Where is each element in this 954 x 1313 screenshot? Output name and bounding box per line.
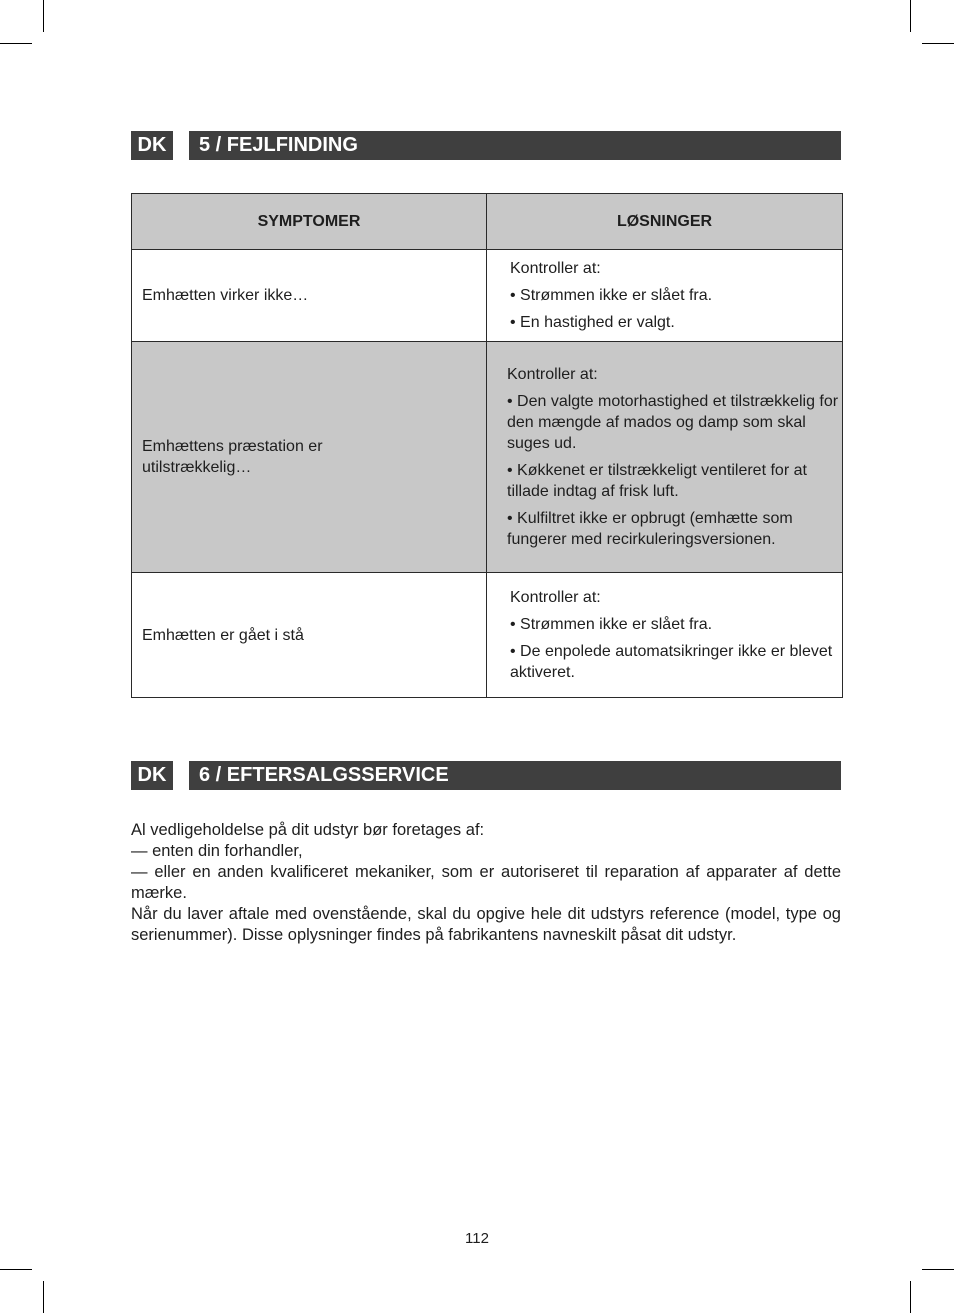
crop-mark	[910, 0, 911, 32]
solution-cell	[487, 342, 843, 573]
language-badge: DK	[131, 761, 173, 790]
section-title: 5 / FEJLFINDING	[189, 131, 841, 160]
solution-cell	[487, 573, 843, 698]
page-number: 112	[465, 1230, 489, 1247]
symptom-text: Emhættens præstation er utilstrækkelig…	[142, 438, 323, 476]
symptom-cell: Emhætten virker ikke…	[132, 250, 487, 342]
paragraph: Når du laver aftale med ovenstående, skal du opgive hele dit udstyrs reference (model, type og serienummer). Disse oplysninger findes på fabrikantens navneskilt påsat dit udstyr.	[131, 905, 841, 944]
language-badge: DK	[131, 131, 173, 160]
paragraph: Al vedligeholdelse på dit udstyr bør foretages af:	[131, 821, 485, 839]
column-header-solutions: LØSNINGER	[487, 194, 843, 250]
table-row	[132, 250, 843, 342]
solution-line: Kontroller at:	[510, 589, 601, 606]
crop-mark	[922, 43, 954, 44]
service-section-header	[131, 761, 841, 790]
crop-mark	[43, 1281, 44, 1313]
solution-line: • Strømmen ikke er slået fra.	[510, 616, 713, 633]
solution-line: • Køkkenet er tilstrækkeligt ventileret for at tillade indtag af frisk luft.	[507, 462, 807, 500]
solution-line: Kontroller at:	[510, 260, 601, 277]
troubleshooting-section-header	[131, 131, 841, 160]
list-item: — eller en anden kvalificeret mekaniker, som er autoriseret til reparation af apparater af dette mærke.	[131, 863, 841, 902]
column-header-symptoms: SYMPTOMER	[132, 194, 487, 250]
list-item: — enten din forhandler,	[131, 842, 303, 860]
troubleshooting-table	[131, 193, 843, 698]
solution-line: • De enpolede automatsikringer ikke er blevet aktiveret.	[510, 643, 833, 681]
solution-line: • Kulfiltret ikke er opbrugt (emhætte som fungerer med recirkuleringsversionen.	[507, 510, 793, 548]
symptom-cell: Emhætten er gået i stå	[132, 573, 487, 698]
solution-line: • Strømmen ikke er slået fra.	[510, 287, 713, 304]
service-text	[131, 820, 841, 946]
solution-line: • En hastighed er valgt.	[510, 314, 675, 331]
section-title: 6 / EFTERSALGSSERVICE	[189, 761, 841, 790]
table-row	[132, 573, 843, 698]
crop-mark	[43, 0, 44, 32]
table-header-row	[132, 194, 843, 250]
solution-line: Kontroller at:	[507, 366, 598, 383]
solution-line: • Den valgte motorhastighed et tilstrækkelig for den mængde af mados og damp som skal suges ud.	[507, 393, 839, 452]
crop-mark	[0, 1269, 32, 1270]
solution-cell	[487, 250, 843, 342]
crop-mark	[0, 43, 32, 44]
crop-mark	[910, 1281, 911, 1313]
crop-mark	[922, 1269, 954, 1270]
table-row	[132, 342, 843, 573]
symptom-cell	[132, 342, 487, 573]
